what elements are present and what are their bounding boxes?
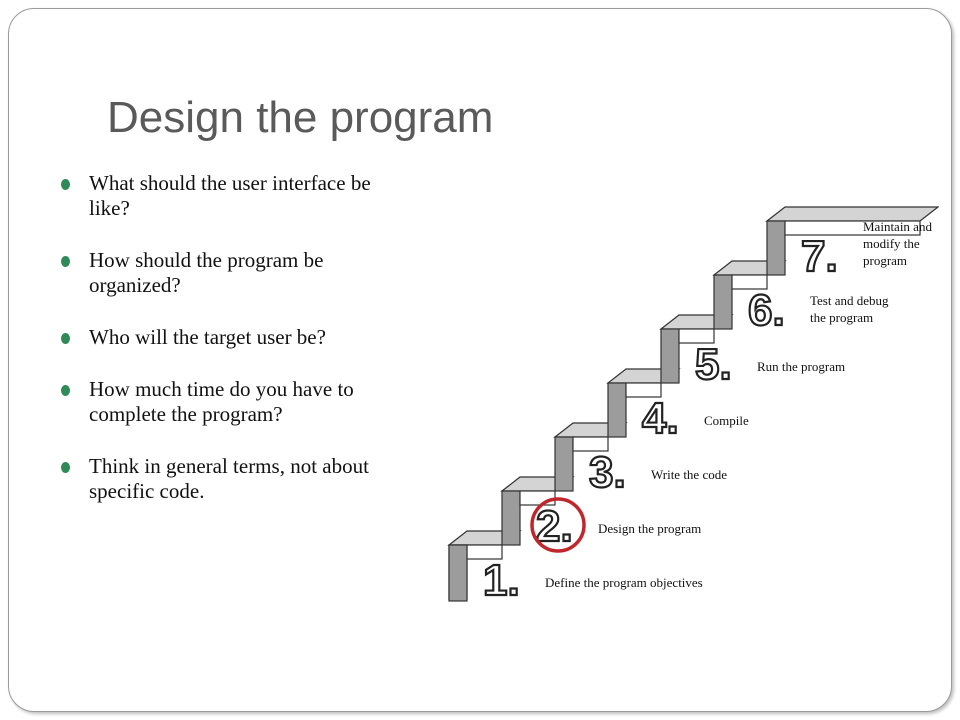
step-label: Write the code [651, 467, 727, 482]
step-number: 1. [483, 556, 520, 605]
bullet-icon [61, 333, 70, 344]
bullet-item [61, 325, 401, 350]
bullet-text: How should the program be organized? [89, 248, 324, 297]
staircase-svg [439, 201, 939, 611]
step-label: Run the program [757, 359, 846, 374]
bullet-icon [61, 462, 70, 473]
stair-riser [608, 383, 626, 437]
slide [8, 8, 952, 712]
bullet-text: What should the user interface be like? [89, 171, 371, 220]
step-label: Maintain and [863, 219, 932, 234]
bullet-text: Who will the target user be? [89, 325, 326, 349]
slide-title: Design the program [107, 93, 494, 142]
step-label: Define the program objectives [545, 575, 703, 590]
step-label: Compile [704, 413, 749, 428]
step-number: 2. [536, 502, 573, 551]
step-label: Test and debug [810, 293, 889, 308]
bullet-item [61, 248, 401, 298]
step-number: 3. [589, 448, 626, 497]
stair-riser [661, 329, 679, 383]
stair-riser [714, 275, 732, 329]
bullet-icon [61, 179, 70, 190]
step-number: 5. [695, 340, 732, 389]
stair-base [449, 545, 467, 601]
step-label: Design the program [598, 521, 702, 536]
bullet-icon [61, 385, 70, 396]
bullet-item [61, 171, 401, 221]
bullet-text: How much time do you have to complete the program? [89, 377, 354, 426]
bullet-icon [61, 256, 70, 267]
step-number: 4. [642, 394, 679, 443]
stair-riser [502, 491, 520, 545]
bullet-item [61, 377, 401, 427]
step-number: 6. [748, 286, 785, 335]
staircase-diagram [439, 201, 939, 616]
bullet-item [61, 454, 401, 504]
step-label: the program [810, 310, 874, 325]
stair-riser [767, 221, 785, 275]
bullet-list [61, 171, 401, 531]
step-number: 7. [801, 232, 838, 281]
step-label: program [863, 253, 908, 268]
bullet-text: Think in general terms, not about specific code. [89, 454, 369, 503]
step-label: modify the [863, 236, 920, 251]
stair-riser [555, 437, 573, 491]
